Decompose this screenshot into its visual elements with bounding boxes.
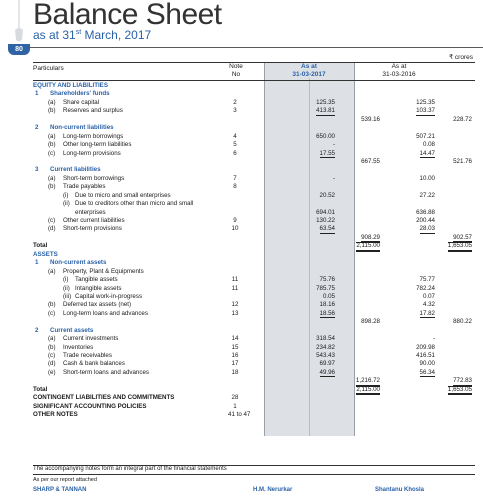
- previous-year-subvalue: 90.00: [419, 360, 435, 368]
- row-label: Short-term provisions: [63, 225, 122, 233]
- row-number: (b): [48, 107, 56, 115]
- footer-rule-2: [33, 474, 475, 475]
- row-number: (c): [48, 149, 56, 157]
- row-number: (a): [48, 174, 56, 182]
- row-note: 16: [231, 352, 239, 359]
- row-note: 10: [231, 225, 239, 233]
- row-note: 14: [231, 335, 239, 343]
- previous-year-subvalue: 75.77: [419, 276, 435, 284]
- previous-year-subvalue: 0.08: [422, 141, 435, 149]
- current-year-total: 908.29: [361, 233, 380, 241]
- col-previous-year: As at 31-03-2016: [382, 63, 416, 78]
- current-year-subvalue: 63.54: [319, 225, 335, 233]
- signatory-2: Shantanu Khosla: [375, 487, 425, 493]
- row-label: Trade payables: [63, 183, 106, 191]
- row-note: 11: [231, 284, 239, 292]
- table-row: [33, 344, 475, 352]
- table-row: [33, 158, 475, 166]
- table-row: [33, 200, 475, 208]
- row-note: 9: [233, 217, 237, 224]
- previous-year-subvalue: 14.47: [419, 149, 435, 157]
- row-label: Inventories: [63, 343, 94, 351]
- previous-year-subvalue: 10.00: [419, 174, 435, 182]
- current-year-subvalue: 18.16: [319, 301, 335, 309]
- table-row: [33, 276, 475, 284]
- row-label: Total: [33, 242, 48, 250]
- row-label: Total: [33, 385, 48, 393]
- previous-year-total: 880.22: [453, 318, 472, 326]
- page-subtitle: as at 31st March, 2017: [33, 28, 152, 42]
- table-row: [33, 251, 475, 259]
- row-note: 7: [233, 174, 237, 182]
- row-note: 3: [233, 107, 237, 115]
- previous-year-total: 1,653.05: [448, 386, 472, 396]
- row-note: 28: [231, 394, 239, 402]
- header-rule: [30, 47, 483, 48]
- signatory-1: H.M. Nerurkar: [253, 487, 293, 493]
- row-number: (d): [48, 360, 56, 368]
- current-year-subvalue: 413.81: [316, 107, 335, 115]
- row-number: (b): [48, 343, 56, 351]
- previous-year-subvalue: 209.98: [416, 343, 435, 351]
- current-year-subvalue: 0.05: [322, 292, 335, 300]
- row-label: Current liabilities: [50, 166, 101, 174]
- row-label: Short-term borrowings: [63, 174, 125, 182]
- current-year-subvalue: -: [332, 174, 335, 182]
- row-label: Non-current assets: [50, 259, 107, 267]
- row-number: (a): [48, 267, 56, 275]
- current-year-total: 1,216.72: [355, 377, 380, 385]
- table-row: [33, 318, 475, 326]
- row-number: (b): [48, 141, 56, 149]
- current-year-subvalue: 75.76: [319, 276, 335, 284]
- current-year-total: 2,115.00: [356, 242, 380, 252]
- balance-sheet-table: [33, 82, 475, 420]
- previous-year-subvalue: 507.21: [416, 132, 435, 140]
- row-label: Reserves and surplus: [63, 107, 123, 115]
- table-row: [33, 268, 475, 276]
- current-year-subvalue: 18.56: [319, 309, 335, 317]
- currency-unit: ₹ crores: [448, 54, 473, 61]
- current-year-subvalue: 650.00: [316, 132, 335, 140]
- integral-note: The accompanying notes form an integral part of the financial statements: [33, 466, 227, 472]
- table-row: [33, 82, 475, 90]
- row-number: (b): [48, 183, 56, 191]
- current-year-total: 898.28: [361, 318, 380, 326]
- previous-year-subvalue: 636.88: [416, 208, 435, 216]
- current-year-subvalue: 543.43: [316, 352, 335, 359]
- row-note: 8: [233, 183, 237, 191]
- row-label: Intangible assets: [75, 284, 122, 292]
- row-number: 1: [35, 259, 39, 267]
- previous-year-total: 772.83: [453, 377, 472, 385]
- row-note: 1: [233, 402, 237, 410]
- table-row: [33, 335, 475, 343]
- previous-year-subvalue: -: [432, 335, 435, 343]
- row-number: (c): [48, 217, 56, 224]
- table-row: [33, 99, 475, 107]
- table-row: [33, 310, 475, 318]
- table-row: [33, 259, 475, 267]
- table-row: [33, 225, 475, 233]
- current-year-subvalue: 318.54: [316, 335, 335, 343]
- current-year-subvalue: 694.01: [316, 208, 335, 216]
- previous-year-subvalue: 17.82: [419, 309, 435, 317]
- row-number: (b): [48, 301, 56, 309]
- row-note: 17: [231, 360, 239, 368]
- report-reference: As per our report attached: [33, 477, 97, 483]
- current-year-subvalue: 20.52: [319, 191, 335, 199]
- current-year-subvalue: -: [332, 141, 335, 149]
- table-row: [33, 293, 475, 301]
- previous-year-subvalue: 416.51: [416, 352, 435, 359]
- previous-year-total: 521.76: [453, 157, 472, 165]
- row-note: 2: [233, 98, 237, 106]
- row-number: (c): [48, 352, 56, 359]
- current-year-subvalue: 125.35: [316, 98, 335, 106]
- row-label: Long-term loans and advances: [63, 309, 148, 317]
- row-label: CONTINGENT LIABILITIES AND COMMITMENTS: [33, 394, 175, 402]
- previous-year-subvalue: 0.07: [422, 292, 435, 300]
- table-row: [33, 377, 475, 385]
- current-year-total: 2,115.00: [356, 386, 380, 396]
- current-year-subvalue: 785.75: [316, 284, 335, 292]
- row-label: Other long-term liabilities: [63, 141, 132, 149]
- row-label: ASSETS: [33, 250, 58, 258]
- table-row: [33, 133, 475, 141]
- row-note: 12: [231, 301, 239, 309]
- row-note: 5: [233, 141, 237, 149]
- previous-year-subvalue: 125.35: [416, 98, 435, 106]
- table-row: [33, 209, 475, 217]
- page-title: Balance Sheet: [33, 0, 222, 31]
- table-row: [33, 141, 475, 149]
- row-label: Due to micro and small enterprises: [75, 191, 171, 199]
- row-label: Trade receivables: [63, 352, 112, 359]
- row-number: (a): [48, 98, 56, 106]
- col-particulars: Particulars: [33, 65, 64, 72]
- row-number: (d): [48, 225, 56, 233]
- previous-year-subvalue: 782.24: [416, 284, 435, 292]
- row-number: 2: [35, 124, 39, 132]
- current-year-subvalue: 17.55: [319, 149, 335, 157]
- row-note: 41 to 47: [228, 411, 251, 419]
- row-label: Other current liabilities: [63, 217, 125, 224]
- table-row: [33, 285, 475, 293]
- row-number: (i): [63, 276, 69, 284]
- row-label: Capital work-in-progress: [75, 292, 143, 300]
- row-label: Deferred tax assets (net): [63, 301, 132, 309]
- row-note: 18: [231, 368, 239, 376]
- row-label: EQUITY AND LIABILITIES: [33, 82, 108, 89]
- current-year-total: 539.16: [361, 115, 380, 123]
- table-row: [33, 242, 475, 250]
- table-row: [33, 234, 475, 242]
- table-row: [33, 369, 475, 377]
- table-row: [33, 107, 475, 115]
- row-note: 13: [231, 309, 239, 317]
- table-row: [33, 411, 475, 419]
- table-row: [33, 386, 475, 394]
- current-year-subvalue: 130.22: [316, 217, 335, 224]
- table-row: [33, 150, 475, 158]
- row-label: SIGNIFICANT ACCOUNTING POLICIES: [33, 402, 147, 410]
- previous-year-subvalue: 27.22: [419, 191, 435, 199]
- row-label: Property, Plant & Equipments: [63, 267, 144, 275]
- lamp-icon: [12, 0, 26, 44]
- row-note: 15: [231, 343, 239, 351]
- row-number: (iii): [63, 292, 72, 300]
- previous-year-total: 1,653.05: [448, 242, 472, 252]
- table-row: [33, 217, 475, 225]
- header-bottom-rule: [33, 80, 475, 81]
- previous-year-total: 902.57: [453, 233, 472, 241]
- table-row: [33, 116, 475, 124]
- page-number-badge: 80: [8, 44, 30, 55]
- table-row: [33, 352, 475, 360]
- table-row: [33, 183, 475, 191]
- row-note: 11: [231, 276, 239, 284]
- row-label: Current investments: [63, 335, 119, 343]
- row-label: Long-term provisions: [63, 149, 121, 157]
- table-row: [33, 360, 475, 368]
- previous-year-subvalue: 28.03: [419, 225, 435, 233]
- table-row: [33, 124, 475, 132]
- previous-year-total: 228.72: [453, 115, 472, 123]
- row-number: (ii): [63, 284, 70, 292]
- table-row: [33, 394, 475, 402]
- row-note: 4: [233, 132, 237, 140]
- current-year-subvalue: 69.97: [319, 360, 335, 368]
- row-label: Shareholders' funds: [50, 90, 110, 98]
- current-year-subvalue: 234.82: [316, 343, 335, 351]
- previous-year-subvalue: 4.32: [422, 301, 435, 309]
- row-label: OTHER NOTES: [33, 411, 78, 419]
- row-number: (a): [48, 335, 56, 343]
- row-label: Cash & bank balances: [63, 360, 125, 368]
- current-year-subvalue: 49.96: [319, 368, 335, 376]
- row-label: Current assets: [50, 326, 94, 334]
- previous-year-subvalue: 56.34: [419, 368, 435, 376]
- row-number: 2: [35, 326, 39, 334]
- row-number: (c): [48, 309, 56, 317]
- table-row: [33, 301, 475, 309]
- table-row: [33, 403, 475, 411]
- table-row: [33, 192, 475, 200]
- row-label: Long-term borrowings: [63, 132, 124, 140]
- row-label: enterprises: [75, 208, 106, 216]
- row-number: 3: [35, 166, 39, 174]
- table-row: [33, 327, 475, 335]
- auditor-name: SHARP & TANNAN: [33, 487, 87, 493]
- row-label: Non-current liabilities: [50, 124, 114, 132]
- previous-year-subvalue: 200.44: [416, 217, 435, 224]
- row-note: 6: [233, 149, 237, 157]
- row-label: Due to creditors other than micro and small: [75, 200, 194, 208]
- row-number: (ii): [63, 200, 70, 208]
- row-label: Tangible assets: [75, 276, 118, 284]
- row-number: (i): [63, 191, 69, 199]
- table-row: [33, 90, 475, 98]
- row-label: Short-term loans and advances: [63, 368, 149, 376]
- table-row: [33, 175, 475, 183]
- row-number: (a): [48, 132, 56, 140]
- row-number: (e): [48, 368, 56, 376]
- table-row: [33, 166, 475, 174]
- current-year-total: 667.55: [361, 157, 380, 165]
- row-number: 1: [35, 90, 39, 98]
- previous-year-subvalue: 103.37: [416, 107, 435, 115]
- row-label: Share capital: [63, 98, 100, 106]
- col-note: Note No: [229, 63, 243, 78]
- col-current-year: As at 31-03-2017: [292, 63, 326, 78]
